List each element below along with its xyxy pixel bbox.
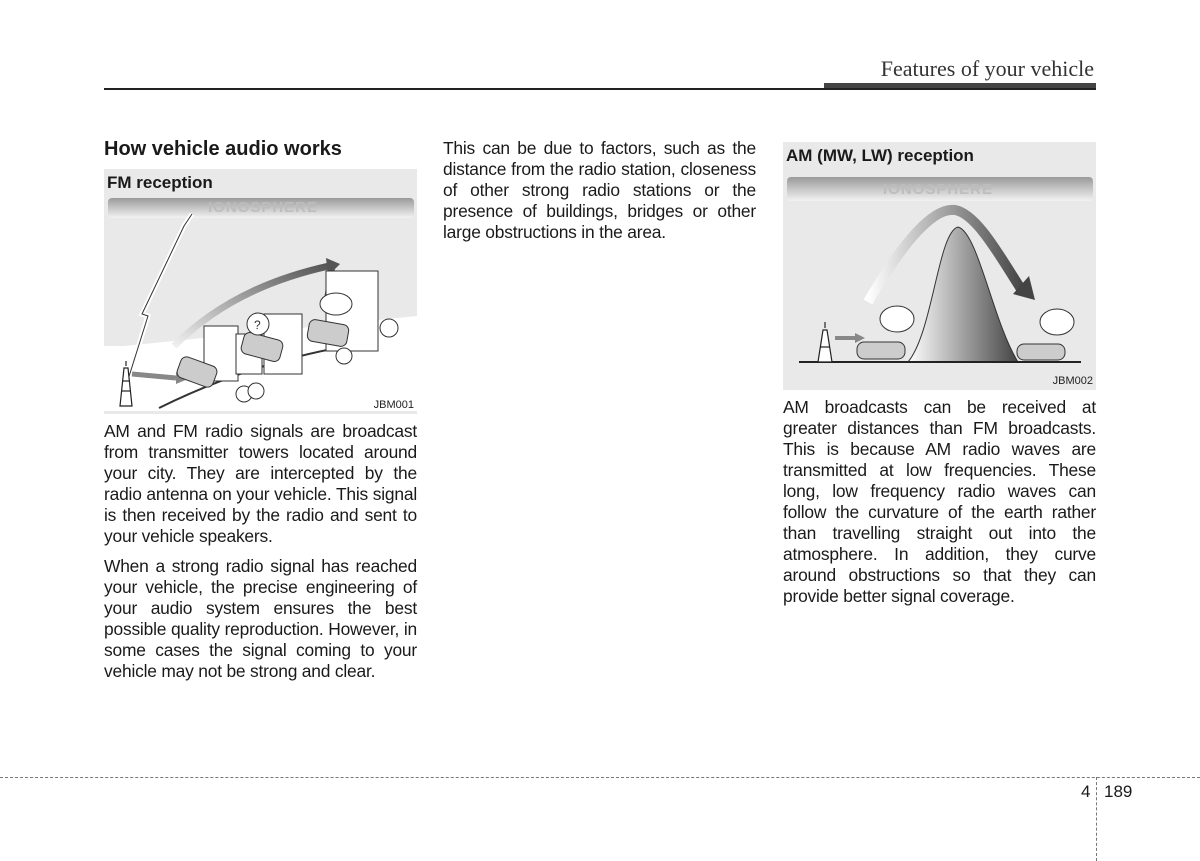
am-reception-illustration xyxy=(783,172,1096,387)
column-2 xyxy=(443,138,756,252)
transmitter-tower-icon xyxy=(818,322,832,362)
figure-label: AM (MW, LW) reception xyxy=(786,146,974,165)
page-number: 189 xyxy=(1104,782,1133,801)
figure-code: JBM001 xyxy=(373,399,414,411)
am-reception-figure xyxy=(783,142,1096,390)
fm-reception-figure xyxy=(104,169,417,414)
music-bubble xyxy=(880,306,914,332)
paragraph: This can be due to factors, such as the distance from the radio station, closeness of other strong radio stations or the presence of buildings, bridges or other large obstructions in the area. xyxy=(443,138,756,242)
header-rule xyxy=(104,88,1096,90)
paragraph: AM and FM radio signals are broadcast from transmitter towers located around your city. They are intercepted by the radio antenna on your vehicle. This signal is then received by the radio and sent to your vehicle speakers. xyxy=(104,421,417,546)
paragraph: When a strong radio signal has reached your vehicle, the precise engineering of your audio system ensures the best possible quality reproduction. However, in some cases the signal coming to your vehicle may not be strong and clear. xyxy=(104,556,417,681)
section-title: How vehicle audio works xyxy=(104,138,342,160)
music-bubble xyxy=(320,293,352,315)
column-1 xyxy=(104,138,417,691)
figure-code: JBM002 xyxy=(1052,375,1093,387)
footer-dashed-rule xyxy=(0,777,1200,778)
footer-vertical-rule xyxy=(1096,777,1097,861)
chapter-number: 4 xyxy=(1081,782,1091,801)
hill xyxy=(908,227,1018,362)
fm-reception-illustration xyxy=(104,196,417,411)
figure-label: FM reception xyxy=(107,173,213,192)
svg-text:?: ? xyxy=(254,318,261,332)
column-3 xyxy=(783,138,1096,616)
music-bubble xyxy=(1040,309,1074,335)
paragraph: AM broadcasts can be received at greater distances than FM broadcasts. This is because AM radio waves are transmitted at low frequencies. These long, low frequency radio waves can follow the curvature of the earth rather than travelling straight out into the atmosphere. In addition, they curve around obstructions so that they can provide better signal coverage. xyxy=(783,397,1096,606)
running-header-title: Features of your vehicle xyxy=(880,56,1094,81)
ionosphere-label: IONOSPHERE xyxy=(883,181,994,198)
ionosphere-label: IONOSPHERE xyxy=(208,199,319,216)
